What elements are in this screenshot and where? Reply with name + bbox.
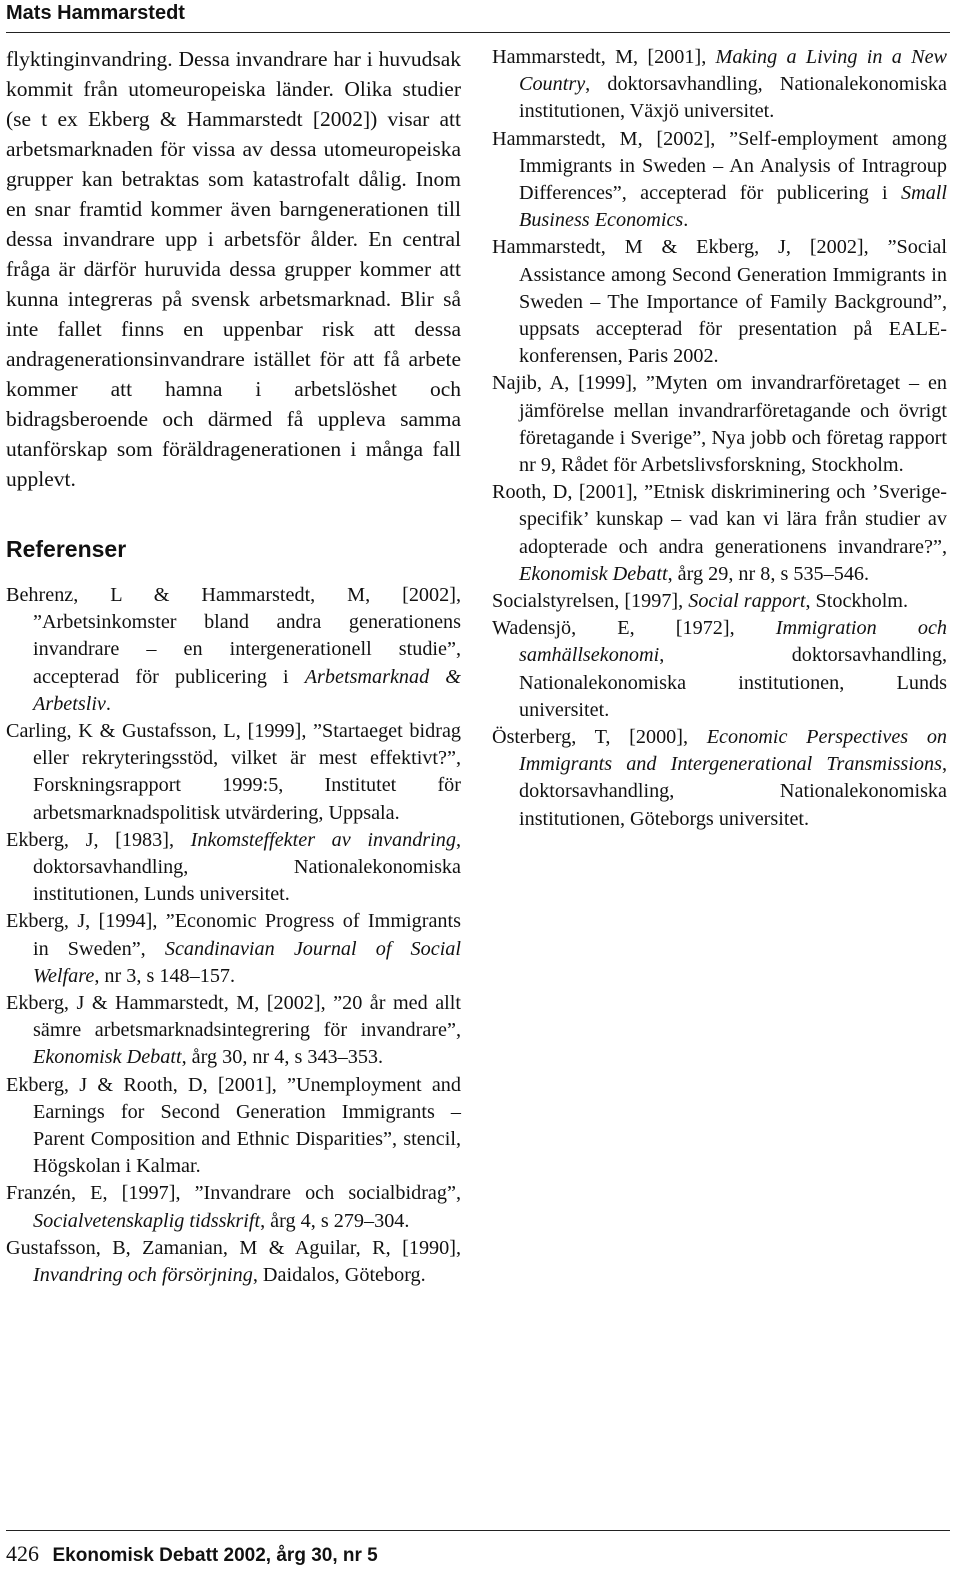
reference-title-italic: Making a Living in a New Country <box>519 46 947 96</box>
reference-text-tail: , årg 4, s 279–304. <box>260 1209 410 1232</box>
reference-entry <box>492 44 947 126</box>
reference-text: Hammarstedt, M, [2002], ”Self-employment among Immigrants in Sweden – An Analysis of Intragroup Differences”, accepterad för publicering i <box>492 127 947 205</box>
reference-title-italic: Ekonomisk Debatt <box>33 1046 182 1069</box>
reference-title-italic: Arbetsmarknad & Arbetsliv <box>33 665 461 715</box>
reference-text-tail: . <box>105 692 111 715</box>
reference-text: Wadensjö, E, [1972], <box>492 617 776 640</box>
reference-entry <box>492 615 947 724</box>
reference-text-tail: , doktorsavhandling, Nationalekonomiska institutionen, Göteborgs universitet. <box>519 753 947 830</box>
reference-entry <box>6 1180 461 1234</box>
reference-text: Najib, A, [1999], ”Myten om invandrarföretaget – en jämförelse mellan invandrarföretagande och övrigt företagande i Sverige”, Nya jobb och företag rapport nr 9, Rådet för Arbetslivsforskning, Stockholm. <box>492 372 947 477</box>
reference-entry <box>6 990 461 1072</box>
reference-title-italic: Invandring och försörjning <box>33 1264 253 1287</box>
reference-text-tail: , Daidalos, Göteborg. <box>252 1264 426 1287</box>
footer <box>6 1540 378 1570</box>
reference-title-italic: Ekonomisk Debatt <box>519 562 668 585</box>
header-rule <box>6 32 950 33</box>
reference-text: Ekberg, J, [1994], ”Economic Progress of Immigrants in Sweden”, <box>6 910 461 960</box>
page-number: 426 <box>6 1541 39 1566</box>
reference-entry <box>6 827 461 909</box>
reference-text-tail: . <box>683 209 689 232</box>
reference-text-tail: , årg 29, nr 8, s 535–546. <box>667 562 870 585</box>
journal-citation: Ekonomisk Debatt 2002, årg 30, nr 5 <box>52 1545 378 1566</box>
reference-text: Ekberg, J & Hammarstedt, M, [2002], ”20 år med allt sämre arbetsmarknadsintegrering för invandrare”, <box>6 992 461 1042</box>
reference-text-tail: , årg 30, nr 4, s 343–353. <box>181 1046 384 1069</box>
reference-entry <box>492 724 947 833</box>
reference-text-tail: , doktorsavhandling, Nationalekonomiska institutionen, Lunds universitet. <box>33 828 462 906</box>
reference-text: Rooth, D, [2001], ”Etnisk diskriminering och ’Sverige-specifik’ kunskap – vad kan vi lära från studier av adopterade och andra generationens invandrare?”, <box>492 481 947 558</box>
reference-text: Franzén, E, [1997], ”Invandrare och socialbidrag”, <box>6 1182 461 1205</box>
footer-rule <box>6 1530 950 1531</box>
reference-text: Hammarstedt, M & Ekberg, J, [2002], ”Social Assistance among Second Generation Immigrants in Sweden – The Importance of Family Background”, uppsats accepterad för presentation på EALE-konferensen, Paris 2002. <box>492 236 947 368</box>
reference-title-italic: Economic Perspectives on Immigrants and Intergenerational Transmissions <box>519 726 948 776</box>
reference-entry <box>6 718 461 827</box>
running-head: Mats Hammarstedt <box>6 2 185 24</box>
reference-text: Behrenz, L & Hammarstedt, M, [2002], ”Arbetsinkomster bland andra generationens invandrare – en intergenerationell studie”, accepterad för publicering i <box>6 584 461 688</box>
reference-text-tail: , doktorsavhandling, Nationalekonomiska institutionen, Växjö universitet. <box>519 73 947 123</box>
reference-entry <box>6 1072 461 1181</box>
reference-text: Socialstyrelsen, [1997], <box>492 590 689 613</box>
reference-text: Ekberg, J, [1983], <box>6 828 191 851</box>
reference-text-tail: , Stockholm. <box>805 590 909 613</box>
section-heading: Referenser <box>6 536 127 562</box>
left-column <box>6 44 461 1289</box>
reference-entry <box>492 588 947 615</box>
body-paragraph: flyktinginvandring. Dessa invandrare har i huvudsak kommit från utomeuropeiska länder. Olika studier (se t ex Ekberg & Hammarstedt [2002]) visar att arbetsmarknaden för vissa av dessa utomeuropeiska grupper kan betraktas som katastrofalt dålig. Inom en snar framtid kommer även barngenerationen till dessa invandrare upp i arbetsför ålder. En central fråga är därför huruvida dessa grupper kommer att kunna integreras på svensk arbetsmarknad. Blir så inte fallet finns en uppenbar risk att dessa andragenerationsinvandrare istället för att få arbete kommer att hamna i arbetslöshet och bidragsberoende och därmed få uppleva samma utanförskap som föräldragenerationen i många fall upplevt. <box>6 47 461 491</box>
reference-text: Gustafsson, B, Zamanian, M & Aguilar, R, [1990], <box>6 1236 461 1259</box>
reference-entry <box>6 1235 461 1289</box>
reference-text: Carling, K & Gustafsson, L, [1999], ”Startaeget bidrag eller rekryteringsstöd, vilket är mest effektivt?”, Forskningsrapport 1999:5, Institutet för arbetsmarknadspolitisk utvärdering, Uppsala. <box>6 720 461 824</box>
right-column <box>492 44 947 833</box>
reference-entry <box>492 479 947 588</box>
reference-title-italic: Scandinavian Journal of Social Welfare <box>33 937 462 987</box>
reference-title-italic: Small Business Economics <box>519 182 947 232</box>
reference-entry <box>492 234 947 370</box>
reference-title-italic: Socialvetenskaplig tidsskrift <box>33 1209 261 1232</box>
reference-title-italic: Social rapport <box>688 590 806 613</box>
reference-text-tail: , doktorsavhandling, Nationalekonomiska institutionen, Lunds universitet. <box>519 644 947 721</box>
reference-list-right <box>492 44 947 833</box>
reference-text-tail: , nr 3, s 148–157. <box>94 964 236 987</box>
reference-text: Österberg, T, [2000], <box>492 726 707 749</box>
reference-entry <box>6 582 461 718</box>
reference-title-italic: Inkomsteffekter av invandring <box>190 828 456 851</box>
reference-entry <box>6 908 461 990</box>
reference-entry <box>492 126 947 235</box>
reference-text: Ekberg, J & Rooth, D, [2001], ”Unemployment and Earnings for Second Generation Immigrants – Parent Composition and Ethnic Disparities”, stencil, Högskolan i Kalmar. <box>6 1073 461 1178</box>
reference-entry <box>492 370 947 479</box>
reference-text: Hammarstedt, M, [2001], <box>492 46 716 68</box>
reference-list-left <box>6 582 461 1289</box>
reference-title-italic: Immigration och samhällsekonomi <box>519 617 947 667</box>
